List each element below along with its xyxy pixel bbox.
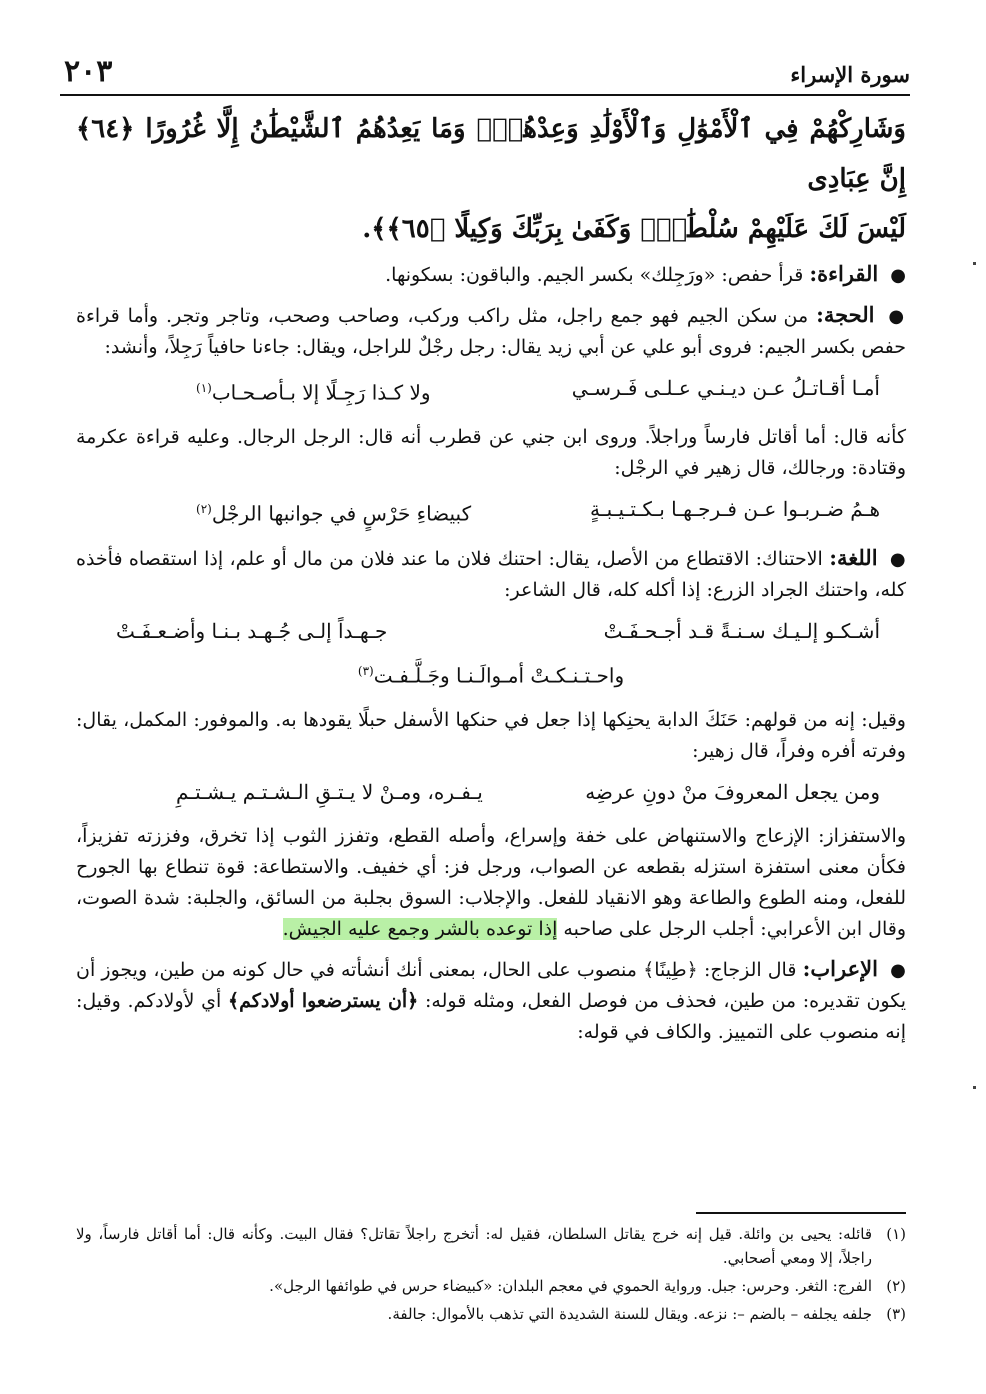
scan-mark [973, 1086, 976, 1089]
footnote-ref: (١) [196, 381, 212, 395]
poem-verse-3 [116, 614, 880, 648]
verse-hemistich-right: أمـا أقـاتـلُ عـن ديـنـي عـلـى فَـرسـي [571, 376, 880, 400]
irab-paragraph [76, 953, 906, 1048]
verse-hemistich-left: يـفـره، ومـنْ لا يـتـقِ الـشـتـم يـشـتـمِ [176, 779, 483, 804]
quran-line-2: لَيْسَ لَكَ عَلَيْهِمْ سُلْطَٰنٌۚ وَكَفَىٰ بِرَبِّكَ وَكِيلًا ﴿٦٥﴾﴾. [362, 214, 906, 244]
hujja-paragraph [76, 299, 906, 363]
verse-hemistich-right: هـمُ ضـربـوا عـن فـرجـهـا بـكـتـيـبـةٍ [590, 496, 880, 521]
verse-hemistich-left: جـهـداً إلـى جُـهـد بـنـا وأضـعـفَـتْ [116, 619, 388, 644]
header-rule [60, 94, 910, 96]
footnote-ref: (٣) [357, 664, 374, 679]
page-body [76, 104, 906, 1056]
verse-hemistich-right: أشـكـو إلـيـك سـنـةً قـد أجـحـفَـتْ [603, 619, 880, 644]
page-number: ٢٠٣ [64, 54, 113, 89]
footnote-item [76, 1222, 906, 1270]
bullet-icon: ● [890, 959, 907, 981]
footnote-text: الفرج: الثغر. وحرس: جبل. ورواية الحموي في معجم البلدان: «كبيضاء حرس في طوائفها الرجل». [269, 1277, 872, 1295]
lugha-text: الاحتناك: الاقتطاع من الأصل، يقال: احتنك فلان ما عند فلان من مال أو علم، إذا استقصاه فأخذه كله، واحتنك الجراد الزرع: إذا أكله كله، قال الشاعر: [76, 548, 906, 602]
footnote-ref: (٢) [196, 501, 212, 516]
bullet-icon: ● [890, 265, 906, 286]
lugha-label: اللغة: [829, 545, 878, 571]
footnote-text: قائله: يحيى بن وائلة. قيل إنه خرج يقاتل السلطان، فقيل له: أتخرج راجلاً تقاتل؟ فقال البيت. وكأنه قال: أما أقاتل فارساً، ولا راجلاً، إلا ومعي أصحابي. [76, 1225, 872, 1267]
lugha-paragraph-3: والاستفزاز: الإزعاج والاستنهاض على خفة وإسراع، وأصله القطع، وتفزز الثوب إذا تخرق، وفززته تفزيزاً، فكأن معنى استفزة استزله بقطعه عن الصواب، ورجل فز: أي خفيف. والاستطاعة: قوة تنطاع بها الجورح للفعل، ومنه الطوع والطاعة وهو الانقياد للفعل. والإجلاب: السوق بجلبة من السائق، والجلبة: شدة الصوت، وقال ابن الأعرابي: أجلب الرجل على صاحبه إذا توعده بالشر وجمع عليه الجيش. [76, 824, 906, 940]
footnote-text: جلفه يجلفه – بالضم –: نزعه. ويقال للسنة الشديدة التي تذهب بالأموال: جالفة. [387, 1305, 872, 1323]
surah-title: سورة الإسراء [790, 62, 910, 87]
footnote-item [76, 1302, 906, 1326]
irab-text-a: قال الزجاج: ﴿طِينًا﴾ منصوب على الحال، بمعنى أنك أنشأته في حال كونه من طين، ويجوز أن يكون تقديره: من طين، فحذف من فوصل الفعل، ومثله قوله: [76, 958, 906, 1012]
footnotes [76, 1222, 906, 1330]
hujja-paragraph-2: كأنه قال: أما أقاتل فارساً وراجلاً. وروى ابن جني عن قطرب أنه قال: الرجل الرجال. وعليه قراءة عكرمة وقتادة: ورجالك، قال زهير في الرجْل: [76, 425, 906, 479]
verse-hemistich-right: ومن يجعل المعروفَ منْ دونِ عرضِه [585, 779, 880, 804]
irab-text-b: أي لأولادكم. وقيل: إنه منصوب على التمييز. والكاف في قوله: [76, 989, 906, 1043]
highlighted-text: إذا توعده بالشر وجمع عليه الجيش. [282, 917, 558, 940]
footnote-number: (١) [886, 1225, 906, 1243]
poem-verse-4 [176, 775, 880, 809]
footnote-item [76, 1274, 906, 1298]
footnote-number: (٢) [886, 1277, 906, 1295]
scan-mark [973, 262, 976, 265]
quran-verses [76, 104, 906, 254]
footnote-rule [696, 1212, 906, 1214]
page-header [60, 52, 910, 92]
footnote-number: (٣) [886, 1305, 906, 1323]
poem-verse-3-continuation: واحـتـنـكـتْ أمـوالَـنـا وجَـلَّـفـت$^{(٣)}$ [357, 663, 625, 688]
hujja-label: الحجة: [816, 302, 875, 327]
bullet-icon: ● [888, 306, 906, 327]
poem-verse-2 [196, 492, 880, 531]
poem-verse-1 [196, 371, 880, 410]
irab-label: الإعراب: [802, 955, 878, 981]
lugha-paragraph [76, 542, 906, 606]
lugha-paragraph-2: وقيل: إنه من قولهم: حَنَكَ الدابة يحنِكها إذا جعل في حنكها الأسفل حبلًا يقودها به. والموفور: المكمل، يقال: وفرته أفره وفراً، قال زهير: [76, 708, 906, 762]
bullet-icon: ● [889, 549, 906, 571]
qiraa-paragraph [76, 258, 906, 291]
qiraa-label: القراءة: [809, 261, 879, 286]
verse-hemistich-left: كبيضاءِ حَرْسٍ في جوانبها الرجْل$^{(٢)}$ [196, 501, 472, 526]
qiraa-text: قرأ حفص: «ورَجِلك» بكسر الجيم. والباقون: بسكونها. [385, 264, 804, 286]
verse-hemistich-left: ولا كـذا رَجِـلًا إلا بـأصـحـاب$^{(١)}$ [196, 380, 431, 405]
irab-quote: ﴿أن يسترضعوا أولادكم﴾ [228, 989, 419, 1012]
hujja-text: من سكن الجيم فهو جمع راجل، مثل راكب وركب، وصاحب وصحب، وتاجر وتجر. وأما قراءة حفص بكسر الجيم: فروى أبو علي عن أبي زيد يقال: رجل رجْلٌ للراجل، ويقال: جاءنا حافياً رَجِلاً، وأنشد: [76, 305, 906, 358]
quran-line-1: وَشَارِكْهُمْ فِي ٱلْأَمْوَٰلِ وَٱلْأَوْلَٰدِ وَعِدْهُمْۚ وَمَا يَعِدُهُمُ ٱلشَّيْطَٰنُ إِلَّا غُرُورًا ﴿٦٤﴾ إِنَّ عِبَادِى [76, 114, 906, 194]
